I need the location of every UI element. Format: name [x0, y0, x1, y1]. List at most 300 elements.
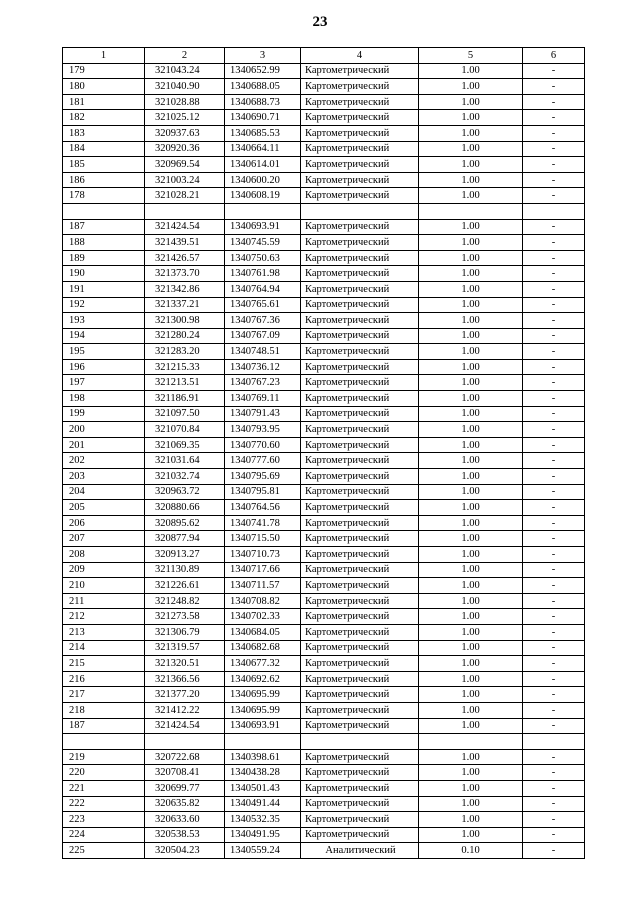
table-cell: 1.00: [419, 297, 523, 313]
table-row: [63, 375, 585, 391]
table-cell: [523, 203, 585, 219]
table-cell: 1340695.99: [225, 702, 301, 718]
table-cell: [63, 203, 145, 219]
table-cell: -: [523, 749, 585, 765]
table-cell: Картометрический: [301, 172, 419, 188]
table-cell: 321069.35: [145, 437, 225, 453]
table-cell: 321025.12: [145, 110, 225, 126]
table-cell: 1340684.05: [225, 624, 301, 640]
table-cell: 1.00: [419, 515, 523, 531]
table-cell: 1.00: [419, 266, 523, 282]
table-cell: 1340764.56: [225, 500, 301, 516]
table-cell: -: [523, 656, 585, 672]
table-row: [63, 235, 585, 251]
table-row: [63, 79, 585, 95]
table-cell: 1.00: [419, 640, 523, 656]
table-row: [63, 157, 585, 173]
table-body: [63, 63, 585, 858]
table-cell: 1.00: [419, 593, 523, 609]
table-row: [63, 765, 585, 781]
table-cell: 1.00: [419, 219, 523, 235]
table-cell: 320895.62: [145, 515, 225, 531]
table-cell: 1.00: [419, 281, 523, 297]
table-cell: -: [523, 250, 585, 266]
table-cell: Картометрический: [301, 94, 419, 110]
table-cell: 209: [63, 562, 145, 578]
table-row: [63, 624, 585, 640]
table-cell: 320699.77: [145, 780, 225, 796]
table-cell: -: [523, 219, 585, 235]
table-cell: 1.00: [419, 624, 523, 640]
table-cell: [225, 203, 301, 219]
table-row: [63, 188, 585, 204]
table-cell: -: [523, 578, 585, 594]
table-cell: -: [523, 375, 585, 391]
table-cell: 321226.61: [145, 578, 225, 594]
table-cell: 1.00: [419, 437, 523, 453]
table-cell: 1.00: [419, 718, 523, 734]
table-cell: 1340750.63: [225, 250, 301, 266]
table-cell: 223: [63, 812, 145, 828]
table-row: [63, 531, 585, 547]
table-cell: 215: [63, 656, 145, 672]
table-cell: [301, 734, 419, 750]
table-cell: Картометрический: [301, 780, 419, 796]
table-cell: 205: [63, 500, 145, 516]
table-cell: -: [523, 266, 585, 282]
table-cell: Картометрический: [301, 547, 419, 563]
table-cell: 1.00: [419, 63, 523, 79]
table-cell: -: [523, 718, 585, 734]
table-cell: 1.00: [419, 796, 523, 812]
table-row: [63, 547, 585, 563]
table-cell: Картометрический: [301, 749, 419, 765]
table-cell: Картометрический: [301, 188, 419, 204]
table-cell: 321248.82: [145, 593, 225, 609]
table-cell: -: [523, 391, 585, 407]
table-cell: 220: [63, 765, 145, 781]
table-cell: 320937.63: [145, 125, 225, 141]
table-cell: 1.00: [419, 141, 523, 157]
table-cell: 321306.79: [145, 624, 225, 640]
table-cell: 1340748.51: [225, 344, 301, 360]
table-cell: 208: [63, 547, 145, 563]
table-cell: 321337.21: [145, 297, 225, 313]
table-cell: 1.00: [419, 702, 523, 718]
table-cell: 1340770.60: [225, 437, 301, 453]
table-cell: -: [523, 313, 585, 329]
table-cell: 1340438.28: [225, 765, 301, 781]
table-cell: 184: [63, 141, 145, 157]
table-cell: -: [523, 780, 585, 796]
table-cell: 224: [63, 827, 145, 843]
table-row: [63, 500, 585, 516]
table-cell: 1340491.44: [225, 796, 301, 812]
table-cell: 1340761.98: [225, 266, 301, 282]
table-cell: Картометрический: [301, 422, 419, 438]
table-cell: 211: [63, 593, 145, 609]
table-cell: -: [523, 515, 585, 531]
table-cell: 321032.74: [145, 469, 225, 485]
table-cell: Картометрический: [301, 281, 419, 297]
table-cell: Картометрический: [301, 469, 419, 485]
table-cell: Картометрический: [301, 640, 419, 656]
table-cell: 1.00: [419, 827, 523, 843]
table-cell: 1340710.73: [225, 547, 301, 563]
table-row: [63, 94, 585, 110]
table-cell: 179: [63, 63, 145, 79]
table-cell: 1340692.62: [225, 671, 301, 687]
table-cell: -: [523, 469, 585, 485]
table-cell: 1340791.43: [225, 406, 301, 422]
table-cell: 321031.64: [145, 453, 225, 469]
table-cell: Картометрический: [301, 718, 419, 734]
table-cell: -: [523, 281, 585, 297]
table-cell: 321215.33: [145, 359, 225, 375]
table-cell: Картометрический: [301, 79, 419, 95]
table-cell: 1.00: [419, 188, 523, 204]
table-cell: 1340715.50: [225, 531, 301, 547]
table-cell: 321426.57: [145, 250, 225, 266]
table-row: [63, 125, 585, 141]
table-cell: -: [523, 141, 585, 157]
column-header: 4: [301, 48, 419, 64]
table-cell: -: [523, 547, 585, 563]
table-cell: Картометрический: [301, 437, 419, 453]
table-cell: 1340711.57: [225, 578, 301, 594]
table-cell: 1.00: [419, 250, 523, 266]
table-cell: 181: [63, 94, 145, 110]
column-header: 1: [63, 48, 145, 64]
table-cell: 1340688.05: [225, 79, 301, 95]
table-cell: 1.00: [419, 765, 523, 781]
table-cell: 1340767.23: [225, 375, 301, 391]
table-cell: 1.00: [419, 79, 523, 95]
table-cell: -: [523, 500, 585, 516]
table-row: [63, 422, 585, 438]
table-cell: 1340717.66: [225, 562, 301, 578]
table-cell: 190: [63, 266, 145, 282]
table-cell: 321070.84: [145, 422, 225, 438]
table-row: [63, 843, 585, 859]
table-cell: 1.00: [419, 406, 523, 422]
table-row: [63, 172, 585, 188]
table-cell: 1.00: [419, 749, 523, 765]
table-cell: -: [523, 687, 585, 703]
table-cell: 206: [63, 515, 145, 531]
table-cell: Картометрический: [301, 687, 419, 703]
table-row: [63, 313, 585, 329]
table-cell: Картометрический: [301, 266, 419, 282]
table-cell: -: [523, 562, 585, 578]
table-cell: 321377.20: [145, 687, 225, 703]
table-cell: Картометрический: [301, 110, 419, 126]
table-cell: Картометрический: [301, 484, 419, 500]
table-cell: 180: [63, 79, 145, 95]
table-cell: 1.00: [419, 671, 523, 687]
table-cell: -: [523, 827, 585, 843]
table-cell: 178: [63, 188, 145, 204]
table-cell: Картометрический: [301, 593, 419, 609]
table-cell: 321040.90: [145, 79, 225, 95]
table-cell: 321003.24: [145, 172, 225, 188]
table-cell: 1.00: [419, 531, 523, 547]
table-row: [63, 656, 585, 672]
table-cell: Картометрический: [301, 796, 419, 812]
table-cell: 1340501.43: [225, 780, 301, 796]
table-row: [63, 780, 585, 796]
table-cell: -: [523, 157, 585, 173]
table-cell: -: [523, 188, 585, 204]
table-cell: 1.00: [419, 375, 523, 391]
table-cell: 199: [63, 406, 145, 422]
table-cell: 1340690.71: [225, 110, 301, 126]
table-cell: -: [523, 640, 585, 656]
table-row: [63, 702, 585, 718]
table-cell: 1340767.09: [225, 328, 301, 344]
table-cell: [419, 203, 523, 219]
table-cell: Картометрический: [301, 827, 419, 843]
table-cell: Картометрический: [301, 157, 419, 173]
table-cell: -: [523, 796, 585, 812]
table-cell: 1340777.60: [225, 453, 301, 469]
table-header-row: [63, 48, 585, 64]
table-cell: 1.00: [419, 687, 523, 703]
table-cell: -: [523, 79, 585, 95]
table-cell: -: [523, 125, 585, 141]
table-cell: 320635.82: [145, 796, 225, 812]
table-row: [63, 578, 585, 594]
table-cell: 1.00: [419, 484, 523, 500]
table-cell: 200: [63, 422, 145, 438]
table-cell: 221: [63, 780, 145, 796]
table-cell: 1340736.12: [225, 359, 301, 375]
table-cell: 320877.94: [145, 531, 225, 547]
table-cell: 187: [63, 219, 145, 235]
table-cell: 321366.56: [145, 671, 225, 687]
table-cell: 1.00: [419, 780, 523, 796]
table-cell: 1.00: [419, 313, 523, 329]
table-cell: [419, 734, 523, 750]
table-cell: 1340688.73: [225, 94, 301, 110]
table-cell: 193: [63, 313, 145, 329]
table-cell: 321097.50: [145, 406, 225, 422]
table-cell: 320969.54: [145, 157, 225, 173]
table-cell: [145, 203, 225, 219]
table-cell: 1340764.94: [225, 281, 301, 297]
table-cell: 189: [63, 250, 145, 266]
table-cell: Картометрический: [301, 63, 419, 79]
table-cell: 1.00: [419, 656, 523, 672]
table-cell: -: [523, 172, 585, 188]
table-cell: 321186.91: [145, 391, 225, 407]
table-row: [63, 515, 585, 531]
table-cell: -: [523, 94, 585, 110]
table-cell: 321320.51: [145, 656, 225, 672]
table-cell: Картометрический: [301, 812, 419, 828]
table-cell: Картометрический: [301, 406, 419, 422]
table-cell: Картометрический: [301, 391, 419, 407]
table-cell: 216: [63, 671, 145, 687]
table-cell: Картометрический: [301, 313, 419, 329]
table-cell: 1.00: [419, 812, 523, 828]
table-cell: 1340491.95: [225, 827, 301, 843]
table-cell: 321424.54: [145, 219, 225, 235]
table-cell: 182: [63, 110, 145, 126]
table-row: [63, 827, 585, 843]
table-cell: -: [523, 297, 585, 313]
table-cell: 192: [63, 297, 145, 313]
table-cell: 1340600.20: [225, 172, 301, 188]
table-cell: 1.00: [419, 391, 523, 407]
table-row: [63, 687, 585, 703]
column-header: 6: [523, 48, 585, 64]
table-cell: Картометрический: [301, 765, 419, 781]
table-cell: 1340664.11: [225, 141, 301, 157]
table-cell: Картометрический: [301, 453, 419, 469]
table-row: [63, 437, 585, 453]
table-cell: 1340614.01: [225, 157, 301, 173]
table-cell: 1.00: [419, 578, 523, 594]
table-row: [63, 812, 585, 828]
table-row: [63, 484, 585, 500]
table-cell: 1340652.99: [225, 63, 301, 79]
table-cell: -: [523, 484, 585, 500]
table-cell: Картометрический: [301, 500, 419, 516]
table-cell: 1340708.82: [225, 593, 301, 609]
table-cell: 321283.20: [145, 344, 225, 360]
table-cell: 1.00: [419, 469, 523, 485]
table-cell: [225, 734, 301, 750]
table-row: [63, 640, 585, 656]
table-cell: 321412.22: [145, 702, 225, 718]
table-cell: 197: [63, 375, 145, 391]
table-row: [63, 266, 585, 282]
table-cell: Картометрический: [301, 359, 419, 375]
table-cell: 0.10: [419, 843, 523, 859]
table-cell: Картометрический: [301, 141, 419, 157]
table-cell: 1340532.35: [225, 812, 301, 828]
table-cell: [63, 734, 145, 750]
table-cell: 188: [63, 235, 145, 251]
table-cell: Картометрический: [301, 515, 419, 531]
table-cell: Картометрический: [301, 219, 419, 235]
table-cell: 1.00: [419, 562, 523, 578]
table-cell: [523, 734, 585, 750]
table-cell: Картометрический: [301, 624, 419, 640]
table-cell: 1.00: [419, 453, 523, 469]
table-cell: 1340695.99: [225, 687, 301, 703]
table-cell: 196: [63, 359, 145, 375]
table-cell: Картометрический: [301, 578, 419, 594]
table-cell: [301, 203, 419, 219]
table-cell: 212: [63, 609, 145, 625]
table-cell: 320913.27: [145, 547, 225, 563]
table-cell: 1340677.32: [225, 656, 301, 672]
table-cell: 186: [63, 172, 145, 188]
table-cell: 1.00: [419, 359, 523, 375]
table-cell: 1340685.53: [225, 125, 301, 141]
table-cell: Картометрический: [301, 328, 419, 344]
table-cell: -: [523, 624, 585, 640]
table-row: [63, 281, 585, 297]
table-cell: Картометрический: [301, 344, 419, 360]
table-cell: 1340793.95: [225, 422, 301, 438]
table-cell: 204: [63, 484, 145, 500]
table-cell: Картометрический: [301, 235, 419, 251]
table-row: [63, 219, 585, 235]
table-cell: 1340745.59: [225, 235, 301, 251]
table-cell: 1340693.91: [225, 219, 301, 235]
table-cell: 1340795.81: [225, 484, 301, 500]
table-cell: Картометрический: [301, 375, 419, 391]
table-cell: 321439.51: [145, 235, 225, 251]
table-cell: Картометрический: [301, 531, 419, 547]
table-row: [63, 406, 585, 422]
table-row: [63, 609, 585, 625]
table-row: [63, 593, 585, 609]
table-cell: 321300.98: [145, 313, 225, 329]
table-cell: 1340741.78: [225, 515, 301, 531]
table-cell: Картометрический: [301, 671, 419, 687]
table-cell: 320633.60: [145, 812, 225, 828]
table-cell: 320920.36: [145, 141, 225, 157]
table-cell: -: [523, 702, 585, 718]
table-cell: 1340769.11: [225, 391, 301, 407]
table-cell: 1.00: [419, 422, 523, 438]
table-cell: 1340765.61: [225, 297, 301, 313]
table-cell: 194: [63, 328, 145, 344]
table-row: [63, 141, 585, 157]
table-cell: -: [523, 422, 585, 438]
table-cell: 321028.88: [145, 94, 225, 110]
table-cell: [145, 734, 225, 750]
table-cell: 321319.57: [145, 640, 225, 656]
table-row: [63, 110, 585, 126]
table-cell: Картометрический: [301, 250, 419, 266]
table-cell: -: [523, 812, 585, 828]
table-cell: 1340682.68: [225, 640, 301, 656]
table-cell: 1340398.61: [225, 749, 301, 765]
table-cell: -: [523, 359, 585, 375]
table-row: [63, 344, 585, 360]
page-number: 23: [312, 14, 328, 30]
table-cell: 321130.89: [145, 562, 225, 578]
table-cell: 213: [63, 624, 145, 640]
table-cell: -: [523, 593, 585, 609]
table-cell: 320708.41: [145, 765, 225, 781]
table-cell: 222: [63, 796, 145, 812]
table-cell: 225: [63, 843, 145, 859]
table-cell: Картометрический: [301, 125, 419, 141]
table-cell: 1340702.33: [225, 609, 301, 625]
table-cell: 191: [63, 281, 145, 297]
table-cell: 201: [63, 437, 145, 453]
table-row: [63, 391, 585, 407]
table-row: [63, 297, 585, 313]
table-row: [63, 63, 585, 79]
table-cell: 320880.66: [145, 500, 225, 516]
table-cell: -: [523, 63, 585, 79]
table-row: [63, 328, 585, 344]
table-row: [63, 453, 585, 469]
table-cell: 214: [63, 640, 145, 656]
table-cell: 1.00: [419, 328, 523, 344]
table-row: [63, 718, 585, 734]
table-row: [63, 671, 585, 687]
table-cell: 202: [63, 453, 145, 469]
table-cell: 1.00: [419, 94, 523, 110]
